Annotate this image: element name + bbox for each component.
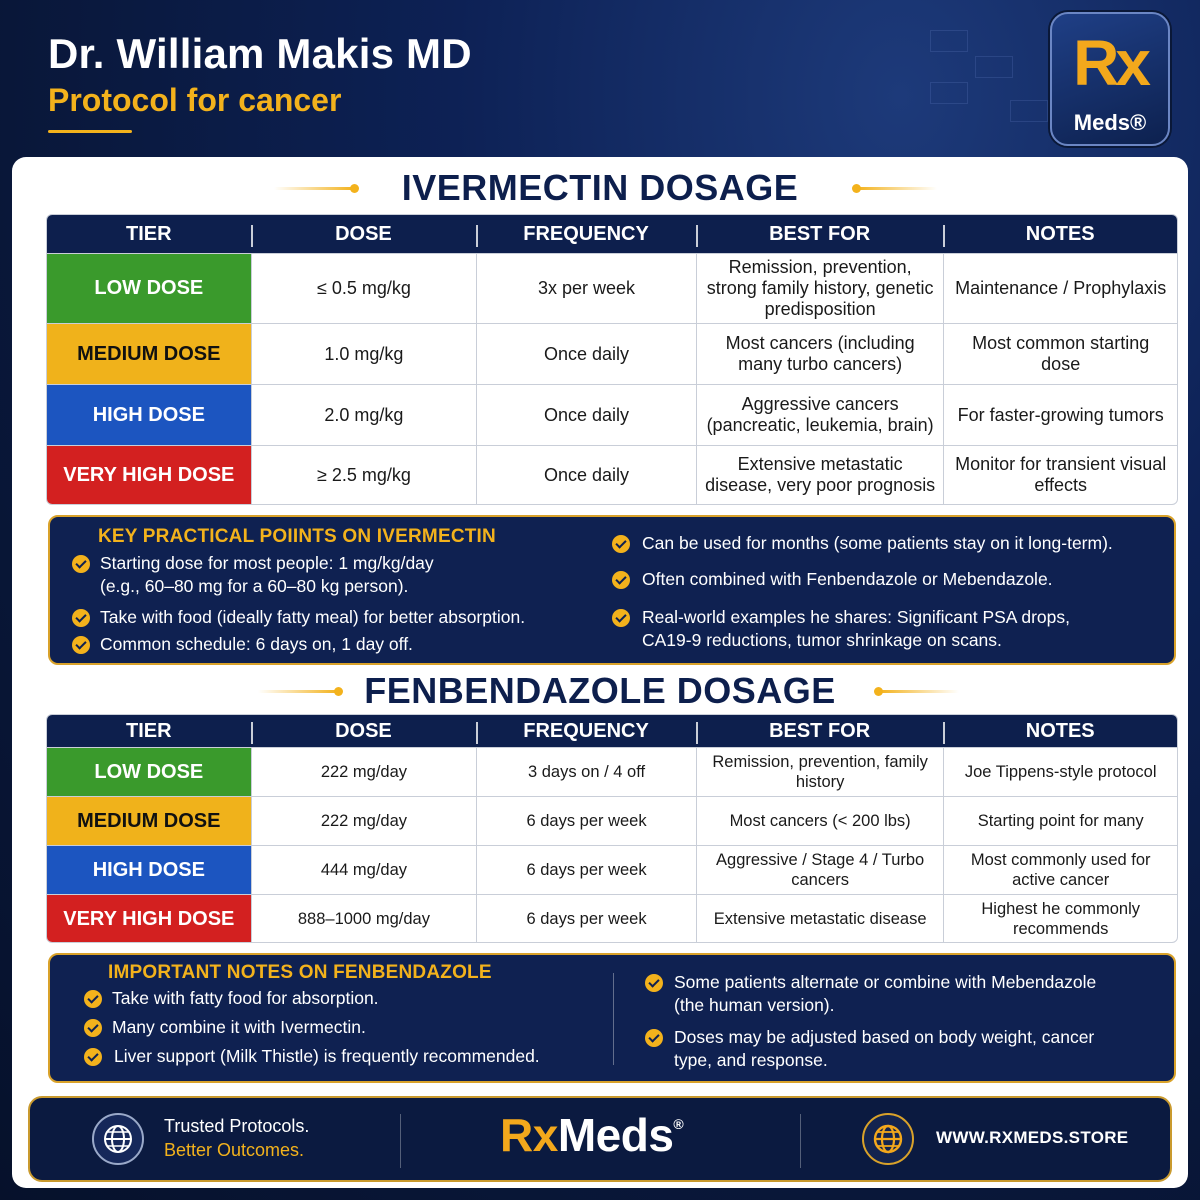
column-header-notes: NOTES (943, 223, 1177, 246)
note-item: Take with fatty food for absorption. (112, 988, 379, 1008)
logo-meds-text: Meds® (1073, 110, 1147, 135)
tier-cell: VERY HIGH DOSE (47, 895, 251, 942)
check-icon (645, 974, 663, 992)
hexagon-decoration (975, 56, 1013, 78)
column-header-frequency: FREQUENCY (476, 223, 696, 246)
column-header-dose: DOSE (251, 223, 477, 246)
best-for-cell: Most cancers (including many turbo cancers) (696, 324, 944, 384)
brand-rx: Rx (500, 1109, 558, 1161)
tier-cell: HIGH DOSE (47, 385, 251, 445)
tier-cell: MEDIUM DOSE (47, 324, 251, 384)
best-for-cell: Remission, prevention, family history (696, 748, 944, 796)
footer-tagline-2: Better Outcomes. (164, 1140, 305, 1160)
hexagon-decoration (1010, 100, 1048, 122)
best-for-cell: Most cancers (< 200 lbs) (696, 797, 944, 845)
check-icon (72, 636, 90, 654)
ivermectin-table (46, 214, 1178, 505)
footer-divider (800, 1114, 801, 1168)
tier-cell: LOW DOSE (47, 254, 251, 323)
tier-cell: LOW DOSE (47, 748, 251, 796)
column-header-dose: DOSE (251, 720, 477, 743)
best-for-cell: Aggressive cancers (pancreatic, leukemia, brain) (696, 385, 944, 445)
table-row (47, 384, 1177, 445)
column-header-best-for: BEST FOR (696, 223, 944, 246)
hexagon-decoration (930, 30, 968, 52)
logo-rx-text: Rx (1073, 27, 1147, 99)
notes-cell: Monitor for transient visual effects (943, 446, 1177, 504)
dose-cell: 888–1000 mg/day (251, 895, 477, 942)
rxmeds-logo (1050, 12, 1170, 146)
fenbendazole-table (46, 714, 1178, 943)
check-icon (612, 535, 630, 553)
globe-icon (862, 1113, 914, 1165)
table-row (47, 796, 1177, 845)
page-title: Dr. William Makis MD (48, 30, 472, 77)
frequency-cell: 3x per week (476, 254, 696, 323)
column-header-tier: TIER (126, 719, 172, 742)
note-item: Starting dose for most people: 1 mg/kg/day (e.g., 60–80 mg for a 60–80 kg person). (100, 553, 434, 596)
notes-cell: Maintenance / Prophylaxis (943, 254, 1177, 323)
notes-heading: IMPORTANT NOTES ON FENBENDAZOLE (108, 962, 492, 983)
table-row (47, 747, 1177, 796)
website-link[interactable]: WWW.RXMEDS.STORE (936, 1128, 1129, 1147)
best-for-cell: Extensive metastatic disease (696, 895, 944, 942)
column-header-best-for: BEST FOR (696, 720, 944, 743)
column-header-notes: NOTES (943, 720, 1177, 743)
check-icon (72, 609, 90, 627)
frequency-cell: Once daily (476, 324, 696, 384)
frequency-cell: Once daily (476, 385, 696, 445)
check-icon (84, 990, 102, 1008)
check-icon (84, 1048, 102, 1066)
best-for-cell: Aggressive / Stage 4 / Turbo cancers (696, 846, 944, 894)
footer-tagline-1: Trusted Protocols. (164, 1116, 310, 1136)
notes-cell: Most commonly used for active cancer (943, 846, 1177, 894)
page-subtitle: Protocol for cancer (48, 82, 342, 118)
fenbendazole-title: FENBENDAZOLE DOSAGE (364, 670, 836, 711)
frequency-cell: 6 days per week (476, 895, 696, 942)
table-row (47, 894, 1177, 942)
dose-cell: 2.0 mg/kg (251, 385, 477, 445)
footer-bar (28, 1096, 1172, 1182)
dose-cell: 222 mg/day (251, 797, 477, 845)
table-header (47, 215, 1177, 253)
frequency-cell: 6 days per week (476, 846, 696, 894)
note-item: Liver support (Milk Thistle) is frequently recommended. (114, 1046, 540, 1066)
footer-divider (400, 1114, 401, 1168)
note-item: Many combine it with Ivermectin. (112, 1017, 366, 1037)
note-item: Often combined with Fenbendazole or Mebendazole. (642, 569, 1053, 589)
notes-heading: KEY PRACTICAL POIINTS ON IVERMECTIN (98, 526, 496, 547)
check-icon (612, 571, 630, 589)
column-divider (613, 973, 614, 1065)
title-decoration (857, 187, 937, 190)
column-header-tier: TIER (126, 222, 172, 245)
dose-cell: ≤ 0.5 mg/kg (251, 254, 477, 323)
hexagon-decoration (930, 82, 968, 104)
table-row (47, 323, 1177, 384)
check-icon (72, 555, 90, 573)
dose-cell: 1.0 mg/kg (251, 324, 477, 384)
title-underline (48, 130, 132, 133)
note-item: Doses may be adjusted based on body weight, cancer type, and response. (674, 1027, 1095, 1070)
note-item: Can be used for months (some patients stay on it long-term). (642, 533, 1113, 553)
notes-cell: Starting point for many (943, 797, 1177, 845)
fenbendazole-notes-box (48, 953, 1176, 1083)
tier-cell: MEDIUM DOSE (47, 797, 251, 845)
column-header-frequency: FREQUENCY (476, 720, 696, 743)
globe-icon (92, 1113, 144, 1165)
table-row (47, 845, 1177, 894)
notes-cell: Joe Tippens-style protocol (943, 748, 1177, 796)
note-item: Take with food (ideally fatty meal) for better absorption. (100, 607, 526, 627)
check-icon (612, 609, 630, 627)
tier-cell: HIGH DOSE (47, 846, 251, 894)
tier-cell: VERY HIGH DOSE (47, 446, 251, 504)
notes-cell: Highest he commonly recommends (943, 895, 1177, 942)
best-for-cell: Extensive metastatic disease, very poor prognosis (696, 446, 944, 504)
footer-brand (500, 1108, 683, 1162)
dose-cell: 444 mg/day (251, 846, 477, 894)
note-item: Common schedule: 6 days on, 1 day off. (100, 634, 413, 654)
check-icon (645, 1029, 663, 1047)
notes-cell: For faster-growing tumors (943, 385, 1177, 445)
frequency-cell: Once daily (476, 446, 696, 504)
note-item: Real-world examples he shares: Significant PSA drops, CA19-9 reductions, tumor shrinkage on scans. (642, 607, 1070, 650)
brand-meds: Meds (557, 1109, 674, 1161)
ivermectin-title: IVERMECTIN DOSAGE (401, 167, 799, 208)
frequency-cell: 6 days per week (476, 797, 696, 845)
table-row (47, 445, 1177, 504)
dose-cell: ≥ 2.5 mg/kg (251, 446, 477, 504)
check-icon (84, 1019, 102, 1037)
frequency-cell: 3 days on / 4 off (476, 748, 696, 796)
table-row (47, 253, 1177, 323)
title-decoration (879, 690, 959, 693)
best-for-cell: Remission, prevention, strong family history, genetic predisposition (696, 254, 944, 323)
note-item: Some patients alternate or combine with Mebendazole (the human version). (674, 972, 1097, 1015)
ivermectin-notes-box (48, 515, 1176, 665)
dose-cell: 222 mg/day (251, 748, 477, 796)
brand-registered-mark: ® (673, 1116, 684, 1132)
content-card (12, 157, 1188, 1188)
notes-cell: Most common starting dose (943, 324, 1177, 384)
table-header (47, 715, 1177, 747)
